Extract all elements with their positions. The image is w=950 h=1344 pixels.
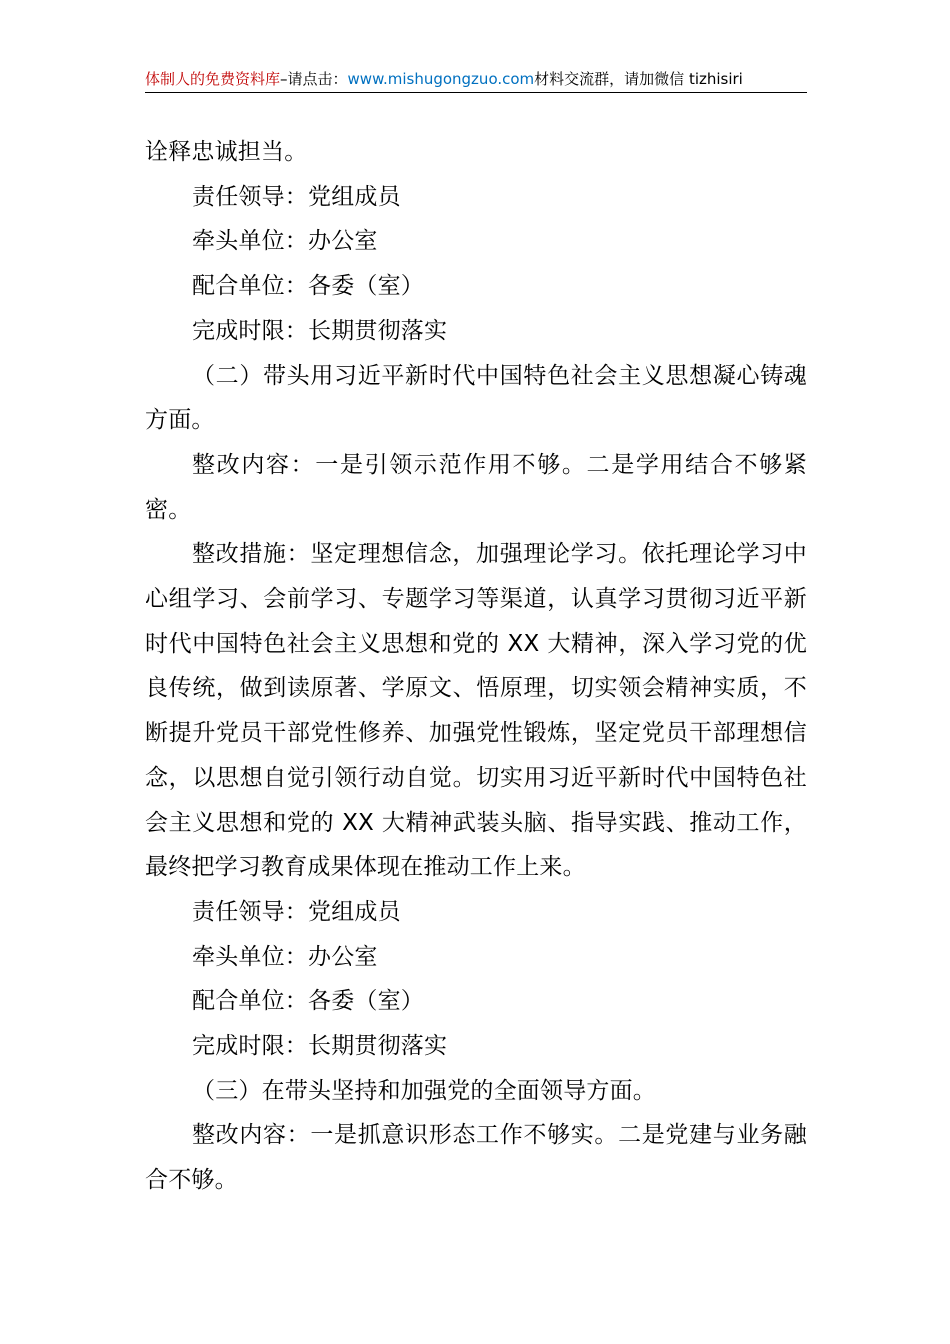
header-url-link[interactable]: www.mishugongzuo.com	[347, 70, 535, 88]
paragraph-responsible-leader: 责任领导：党组成员	[192, 183, 401, 210]
document-body	[145, 130, 807, 1203]
paragraph-continuation: 诠释忠诚担当。	[145, 139, 308, 165]
paragraph-deadline: 完成时限：长期贯彻落实	[192, 317, 448, 344]
page-header	[145, 68, 807, 93]
paragraph-cooperating-unit: 配合单位：各委（室）	[192, 273, 424, 300]
paragraph-lead-unit: 牵头单位：办公室	[192, 943, 378, 970]
paragraph-cooperating-unit: 配合单位：各委（室）	[192, 988, 424, 1015]
header-prompt: –请点击：	[280, 70, 348, 88]
header-note: 材料交流群，请加微信 tizhisiri	[534, 70, 743, 88]
paragraph-lead-unit: 牵头单位：办公室	[192, 228, 378, 255]
paragraph-rectification-measures: 整改措施：坚定理想信念，加强理论学习。依托理论学习中心组学习、会前学习、专题学习等渠道，认真学习贯彻习近平新时代中国特色社会主义思想和党的 XX 大精神，深入学习党的优良传统，做到读原著、学原文、悟原理，切实领会精神实质，不断提升党员干部党性修养、加强党性锻炼，坚定党员干部理想信念，以思想自觉引领行动自觉。切实用习近平新时代中国特色社会主义思想和党的 XX 大精神武装头脑、指导实践、推动工作，最终把学习教育成果体现在推动工作上来。	[145, 541, 807, 881]
header-brand: 体制人的免费资料库	[145, 70, 281, 88]
section-heading-3: （三）在带头坚持和加强党的全面领导方面。	[192, 1077, 656, 1104]
paragraph-rectification-content: 整改内容：一是抓意识形态工作不够实。二是党建与业务融合不够。	[145, 1122, 807, 1194]
section-heading-2: （二）带头用习近平新时代中国特色社会主义思想凝心铸魂方面。	[145, 362, 807, 434]
paragraph-rectification-content: 整改内容：一是引领示范作用不够。二是学用结合不够紧密。	[145, 451, 807, 523]
paragraph-deadline: 完成时限：长期贯彻落实	[192, 1033, 448, 1060]
paragraph-responsible-leader: 责任领导：党组成员	[192, 898, 401, 925]
